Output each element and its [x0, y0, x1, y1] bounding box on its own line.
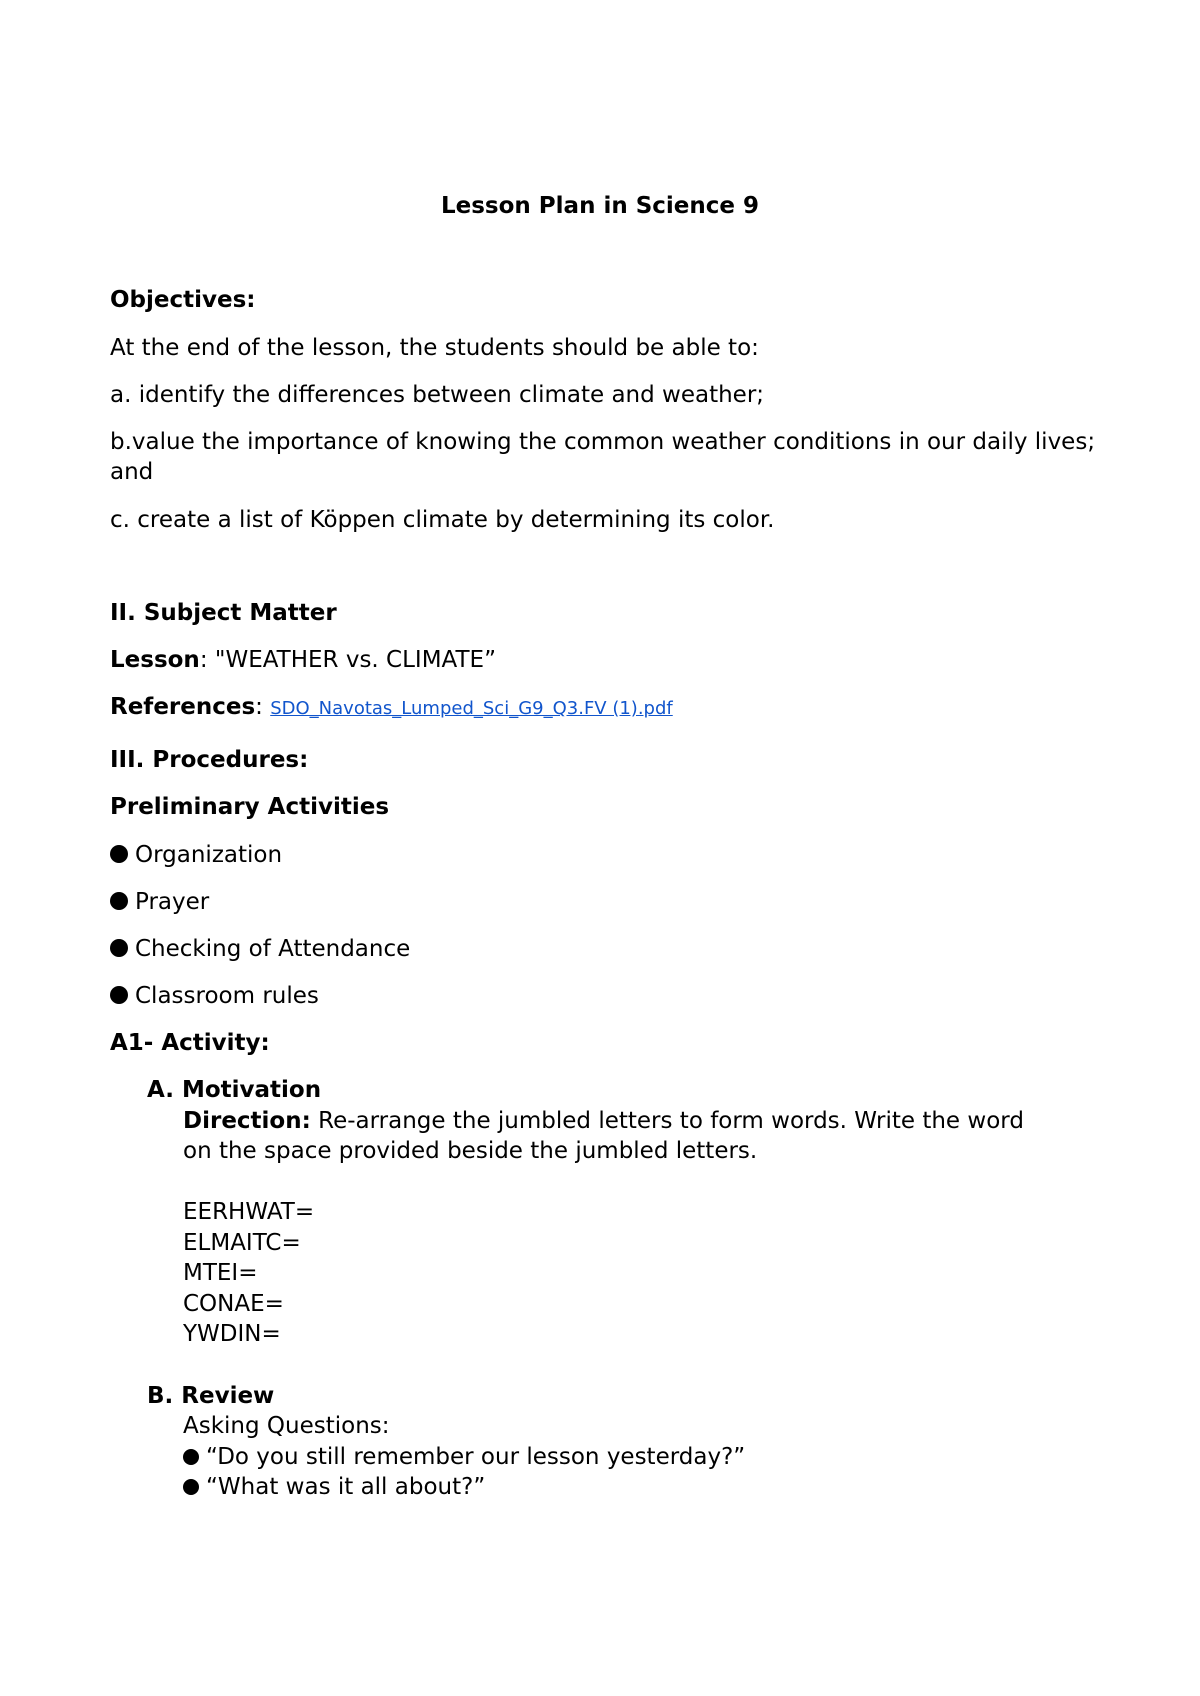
list-item: Prayer	[110, 887, 209, 917]
subject-matter-heading: II. Subject Matter	[110, 600, 337, 626]
bullet-icon	[183, 1479, 199, 1495]
bullet-icon	[110, 986, 128, 1004]
references-line	[110, 692, 673, 724]
preliminary-activities-heading: Preliminary Activities	[110, 794, 390, 820]
jumbled-word: MTEI=	[183, 1260, 258, 1286]
bullet-icon	[110, 892, 128, 910]
list-item: Organization	[110, 840, 282, 870]
bullet-icon	[183, 1449, 199, 1465]
objectives-intro: At the end of the lesson, the students should be able to:	[110, 335, 759, 361]
objective-item-c: c. create a list of Köppen climate by determining its color.	[110, 507, 775, 533]
a1-activity-heading: A1- Activity:	[110, 1030, 270, 1056]
page-title: Lesson Plan in Science 9	[440, 193, 760, 219]
review-question: “What was it all about?”	[183, 1472, 485, 1502]
review-question: “Do you still remember our lesson yesterday?”	[183, 1442, 745, 1472]
motivation-heading: A. Motivation	[147, 1077, 322, 1103]
direction-line-2: on the space provided beside the jumbled letters.	[183, 1138, 758, 1164]
bullet-icon	[110, 845, 128, 863]
jumbled-word: ELMAITC=	[183, 1230, 301, 1256]
procedures-heading: III. Procedures:	[110, 747, 309, 773]
objective-item-b: b.value the importance of knowing the common weather conditions in our daily lives; and	[110, 429, 1096, 485]
jumbled-word: CONAE=	[183, 1291, 284, 1317]
review-intro: Asking Questions:	[183, 1413, 390, 1439]
list-item: Checking of Attendance	[110, 934, 410, 964]
direction-line-1: Direction: Re-arrange the jumbled letters to form words. Write the word	[183, 1108, 1024, 1134]
jumbled-word: YWDIN=	[183, 1321, 281, 1347]
bullet-icon	[110, 939, 128, 957]
jumbled-word: EERHWAT=	[183, 1199, 315, 1225]
lesson-line	[110, 645, 496, 675]
references-link[interactable]: SDO_Navotas_Lumped_Sci_G9_Q3.FV (1).pdf	[270, 698, 673, 719]
list-item: Classroom rules	[110, 981, 319, 1011]
lesson-label: Lesson	[110, 647, 200, 673]
direction-label: Direction:	[183, 1108, 311, 1134]
review-heading: B. Review	[147, 1383, 275, 1409]
references-separator: :	[255, 694, 263, 720]
lesson-value: : "WEATHER vs. CLIMATE”	[199, 647, 497, 673]
objective-item-a: a. identify the differences between climate and weather;	[110, 382, 765, 408]
objectives-heading: Objectives:	[110, 287, 256, 313]
references-label: References	[110, 694, 256, 720]
